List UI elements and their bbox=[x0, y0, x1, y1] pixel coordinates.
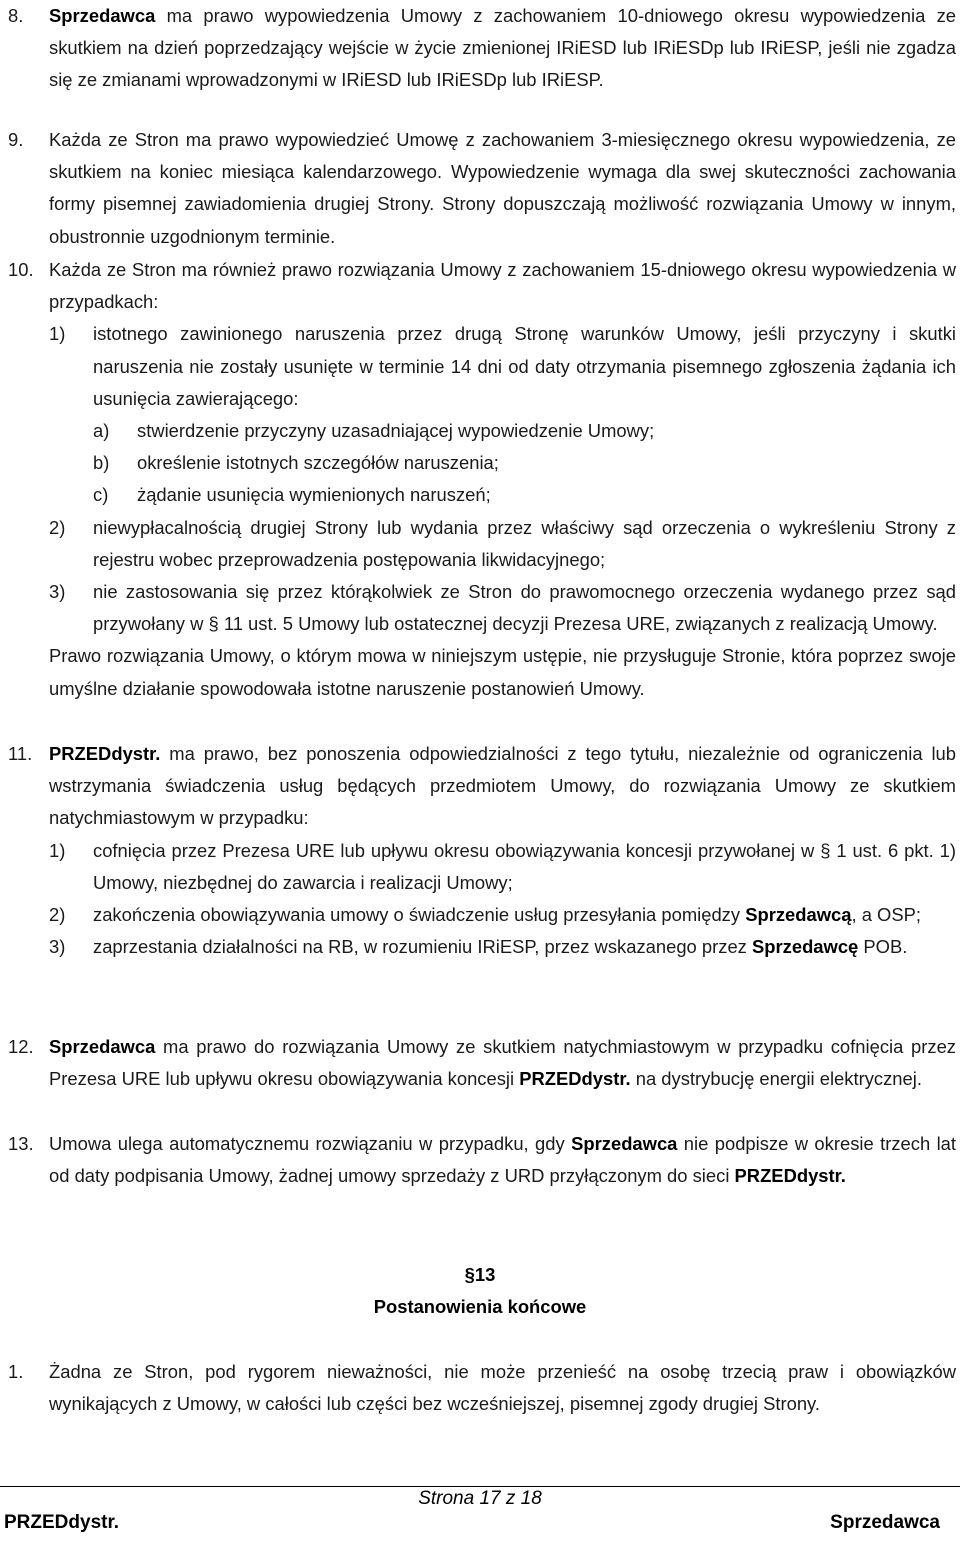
footer-left-party: PRZEDdystr. bbox=[4, 1512, 120, 1533]
clause-text: PRZEDdystr. ma prawo, bez ponoszenia odpowiedzialności z tego tytułu, niezależnie od ograniczenia lub wstrzymania świadczenia usług będących przedmiotem Umowy, do rozwiązania Umowy ze skutkiem natychmiastowym w przypadku: bbox=[49, 743, 956, 829]
subclause-number: 2) bbox=[49, 516, 66, 538]
emphasized-party: Sprzedawca bbox=[571, 1133, 678, 1154]
footer-right-party: Sprzedawca bbox=[830, 1512, 940, 1533]
emphasized-party: Sprzedawcą bbox=[745, 904, 852, 926]
emphasized-party: Sprzedawcę bbox=[751, 936, 859, 958]
footer-divider bbox=[0, 1486, 960, 1487]
subclause-text: zaprzestania działalności na RB, w rozumieniu IRiESP, przez wskazanego przez Sprzedawcę POB. bbox=[93, 936, 908, 958]
emphasized-party: PRZEDdystr. bbox=[734, 1165, 846, 1187]
clause-item bbox=[8, 124, 956, 253]
subclause-item bbox=[49, 931, 956, 963]
clause-number: 8. bbox=[8, 5, 24, 26]
clause-item bbox=[8, 1128, 956, 1192]
section-number: §13 bbox=[464, 1264, 496, 1285]
point-text: określenie istotnych szczegółów naruszenia; bbox=[137, 452, 499, 474]
subclause-item bbox=[49, 835, 956, 899]
subclause-text: niewypłacalnością drugiej Strony lub wydania przez właściwy sąd orzeczenia o wykreśleniu Strony z rejestru wobec przeprowadzenia postępowania likwidacyjnego; bbox=[93, 516, 956, 570]
subclause-text: zakończenia obowiązywania umowy o świadczenie usług przesyłania pomiędzy Sprzedawcą, a OSP; bbox=[93, 904, 922, 926]
subclause-number: 2) bbox=[49, 904, 66, 926]
clause-body bbox=[49, 254, 956, 705]
subclause-text: istotnego zawinionego naruszenia przez drugą Stronę warunków Umowy, jeśli przyczyny i skutki naruszenia nie zostały usunięte w terminie 14 dni od daty otrzymania pisemnego zgłoszenia żądania ich usunięcia zawierającego: bbox=[93, 323, 956, 409]
subclause-item bbox=[49, 576, 956, 640]
subclause-number: 3) bbox=[49, 581, 66, 603]
point-item bbox=[49, 415, 956, 447]
clause-number: 1. bbox=[8, 1361, 24, 1382]
clause-body bbox=[49, 1031, 956, 1095]
clause-body bbox=[49, 1356, 956, 1420]
clause-body bbox=[49, 738, 956, 963]
clause-number: 12. bbox=[8, 1036, 34, 1057]
emphasized-party: Sprzedawca bbox=[49, 5, 156, 26]
clause-text: Żadna ze Stron, pod rygorem nieważności, nie może przenieść na osobę trzecią praw i obowiązków wynikających z Umowy, w całości lub części bez wcześniejszej, pisemnej zgody drugiej Strony. bbox=[49, 1361, 956, 1415]
subclause-number: 1) bbox=[49, 839, 66, 861]
clause-text: Każda ze Stron ma również prawo rozwiązania Umowy z zachowaniem 15-dniowego okresu wypowiedzenia w przypadkach: bbox=[49, 259, 956, 313]
clause-number: 9. bbox=[8, 129, 24, 150]
point-item bbox=[49, 479, 956, 511]
subclause-item bbox=[49, 512, 956, 576]
clause-body bbox=[49, 1128, 956, 1192]
point-letter: a) bbox=[93, 420, 110, 442]
clause-number: 10. bbox=[8, 259, 34, 280]
clause-body bbox=[49, 0, 956, 97]
subclause-text: nie zastosowania się przez którąkolwiek ze Stron do prawomocnego orzeczenia wydanego przez sąd przywołany w § 11 ust. 5 Umowy lub ostatecznej decyzji Prezesa URE, związanych z realizacją Umowy. bbox=[93, 581, 956, 635]
subclause-number: 1) bbox=[49, 323, 66, 345]
clause-number: 11. bbox=[8, 743, 33, 764]
emphasized-party: Sprzedawca bbox=[49, 1036, 156, 1057]
clause-text: Każda ze Stron ma prawo wypowiedzieć Umowę z zachowaniem 3-miesięcznego okresu wypowiedzenia, ze skutkiem na koniec miesiąca kalendarzowego. Wypowiedzenie wymaga dla swej skuteczności zachowania formy pisemnej zawiadomienia drugiej Strony. Strony dopuszczają możliwość rozwiązania Umowy w innym, obustronnie uzgodnionym terminie. bbox=[49, 129, 956, 247]
clause-body bbox=[49, 124, 956, 253]
clause-text: Umowa ulega automatycznemu rozwiązaniu w przypadku, gdy Sprzedawca nie podpisze w okresie trzech lat od daty podpisania Umowy, żadnej umowy sprzedaży z URD przyłączonym do sieci PRZEDdystr. bbox=[49, 1133, 956, 1187]
emphasized-party: PRZEDdystr. bbox=[519, 1068, 631, 1090]
subclause-item bbox=[49, 899, 956, 931]
section-title: Postanowienia końcowe bbox=[373, 1296, 587, 1317]
clause-text: Sprzedawca ma prawo wypowiedzenia Umowy z zachowaniem 10-dniowego okresu wypowiedzenia ze skutkiem na dzień poprzedzający wejście w życie zmienionej IRiESD lub IRiESDp lub IRiESP, jeśli nie zgadza się ze zmianami wprowadzonymi w IRiESD lub IRiESDp lub IRiESP. bbox=[49, 5, 956, 91]
point-text: stwierdzenie przyczyny uzasadniającej wypowiedzenie Umowy; bbox=[137, 420, 655, 442]
subclause-item bbox=[49, 318, 956, 415]
subclause-number: 3) bbox=[49, 936, 66, 958]
page-number: Strona 17 z 18 bbox=[418, 1488, 542, 1509]
clause-item bbox=[8, 0, 956, 97]
clause-item bbox=[8, 254, 956, 705]
subclause-text: cofnięcia przez Prezesa URE lub upływu okresu obowiązywania koncesji przywołanej w § 1 ust. 6 pkt. 1) Umowy, niezbędnej do zawarcia i realizacji Umowy; bbox=[93, 839, 956, 893]
point-letter: c) bbox=[93, 484, 109, 506]
clause-item bbox=[8, 738, 956, 963]
clause-closing-text: Prawo rozwiązania Umowy, o którym mowa w niniejszym ustępie, nie przysługuje Stronie, która poprzez swoje umyślne działanie spowodowała istotne naruszenie postanowień Umowy. bbox=[49, 645, 956, 699]
point-letter: b) bbox=[93, 452, 110, 474]
clause-item bbox=[8, 1356, 956, 1420]
point-text: żądanie usunięcia wymienionych naruszeń; bbox=[137, 484, 491, 506]
point-item bbox=[49, 447, 956, 479]
clause-item bbox=[8, 1031, 956, 1095]
emphasized-party: PRZEDdystr. bbox=[49, 743, 161, 764]
clause-text: Sprzedawca ma prawo do rozwiązania Umowy ze skutkiem natychmiastowym w przypadku cofnięcia przez Prezesa URE lub upływu okresu obowiązywania koncesji PRZEDdystr. na dystrybucję energii elektrycznej. bbox=[49, 1036, 956, 1090]
clause-number: 13. bbox=[8, 1133, 34, 1154]
